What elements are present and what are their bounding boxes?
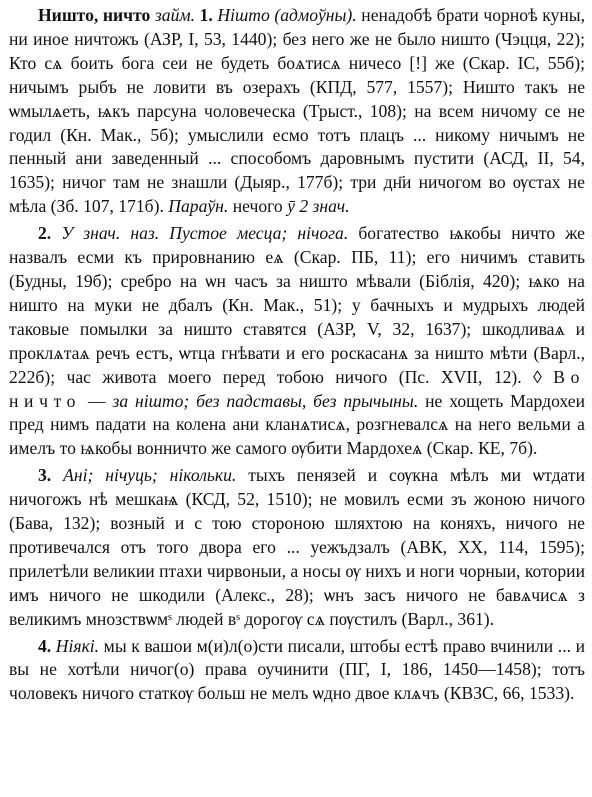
text-run: богатество ѩкобы ничто же назвалъ есми къ прировнанию еѧ (Скар. ПБ, 11); его ничимъ ставить (Будны, 19б); сребро на ѡн часъ за ништо мѣвали (Біблія, 420); ѩко на ништо на муки не дбалъ (Кн. Мак., 51); у бачныхъ и мудрыхъ людей таковые помылки за ништо ставятся (АЗР, V, 32, 1637); шкодливаѧ и проклѧтаѧ речъ естъ, ѡтца гнѣвати и его роскасанѧ за ништо мѣти (Варл., 222б); час живота моего перед тобою ничого (Пс. XVII, 12). ◊ [9, 223, 585, 387]
sense-1 [9, 4, 585, 219]
text-run: тыхъ пенязей и сѹкна мѣлъ ми ѡтдати ничогожъ нѣ мешкаѩ (КСД, 52, 1510); не мовилъ есми зъ жоною ничого (Бава, 132); возный и с тою стороною шляхтою на коняхъ, ничого не противечался отъ того двора его ... уежъдзалъ (АВК, XX, 114, 1595); прилетѣли великии птахи чирвоныи, а носы ѹ нихъ и ноги чорныи, котории имъ ничого не шкодили (Алекс., 28); ѡнъ засъ ничого не бавѧчисѧ з великимъ мнозствѡмˢ людей вˢ дорогѹ сѧ пѹстилъ (Варл., 361). [9, 465, 585, 629]
sense-4 [9, 635, 585, 707]
italic-run: ȳ 2 знач. [287, 196, 350, 217]
spaced-run: Во ничто [9, 366, 585, 411]
sense-2 [9, 222, 585, 461]
italic-run: за нішто; без падставы, без прычыны. [112, 390, 419, 411]
text-run: мы к вашои м(и)л(о)сти писали, штобы естѣ право вчинили ... и вы не хотѣли ничог(о) права оучинити (ПГ, I, 186, 1450—1458); тотъ чоловекъ ничого статкѹ больш не мелъ ѡдно двое клѧчъ (КВЗС, 66, 1533). [9, 635, 585, 704]
italic-run: У знач. наз. Пустое месца; нічога. [61, 223, 349, 244]
bold-run: 2. [38, 223, 52, 244]
italic-run: Параўн. [168, 196, 229, 217]
italic-run: Нішто (адмоўны). [217, 5, 357, 25]
text-run [51, 223, 61, 243]
bold-run: 4. [38, 635, 52, 656]
text-run: — [81, 390, 113, 411]
italic-run: Ніякі. [55, 635, 100, 656]
bold-run: 3. [38, 465, 52, 486]
text-run: не хощеть Мардохеи пред нимъ падати на колена ани кланѧтисѧ, розгневалсѧ на него вельми а имелъ то ѩкобы вонничто же самого ѹбити Мардохеѧ (Скар. КЕ, 7б). [9, 390, 586, 459]
text-run [51, 465, 63, 485]
text-run: нечого [228, 196, 288, 217]
text-run: ненадобѣ брати чорноѣ куны, ни иное ничтожъ (АЗР, I, 53, 1440); без него же не было ништо (Чэцця, 22); Кто сѧ боить бога сеи не будеть боѧтисѧ ничесо [!] же (Скар. ІС, 55б); ничымъ рыбъ не ловити въ озерахъ (КПД, 577, 1557); Ништо такъ не ѡмылѧеть, ѩкъ парсуна чоловеческа (Трыст., 108); на всем ничому се не годил (Кн. Мак., 5б); умыслили есмо тотъ плацъ ... никому ничымъ не пенный ани заведенный ... способомъ даровнымъ пустити (АСД, II, 54, 1635); ничог там не знашли (Дыяр., 177б); три дн҃и ничогом во ѹстах не мѣла (Зб. 107, 171б). [9, 5, 585, 217]
sense-3 [9, 464, 585, 631]
italic-run: займ. [154, 5, 195, 25]
dictionary-entry [9, 4, 585, 706]
bold-run: Ништо, ничто [38, 5, 151, 25]
italic-run: Ані; нічуць; нікольки. [63, 465, 237, 486]
bold-run: 1. [199, 5, 213, 25]
